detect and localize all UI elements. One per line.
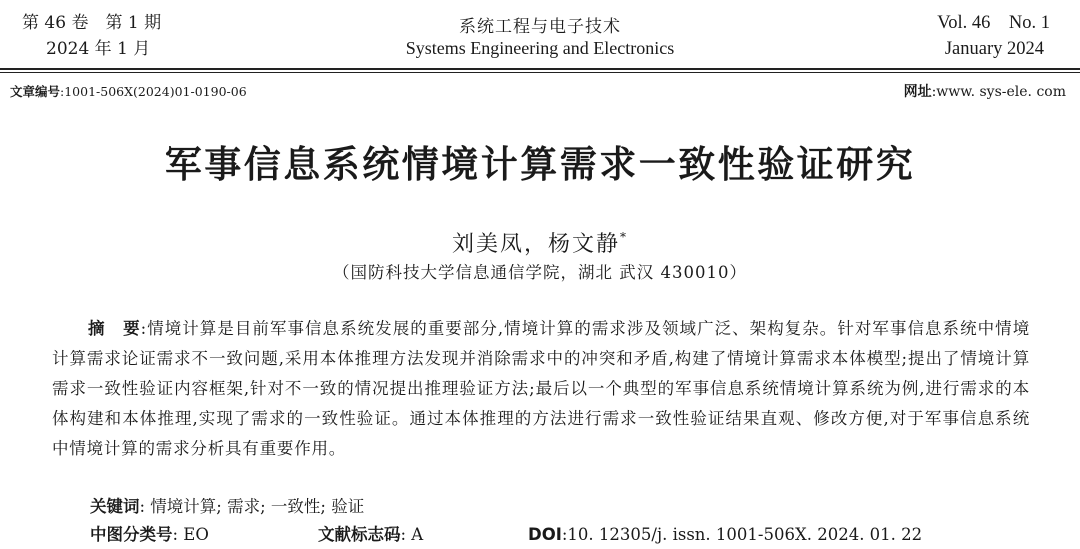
doi	[528, 523, 922, 547]
issue-date-en: January 2024	[944, 39, 1044, 59]
journal-title-en: Systems Engineering and Electronics	[405, 38, 675, 58]
document-code	[318, 523, 423, 547]
header-rule-thick	[0, 68, 1080, 70]
volume-issue-en: Vol. 46 No. 1	[937, 13, 1050, 33]
keywords-label: 关键词	[90, 497, 140, 516]
issue-date-cn: 2024 年 1 月	[46, 39, 151, 59]
doi-value[interactable]: :10. 12305/j. issn. 1001-506X. 2024. 01. 22	[561, 525, 923, 544]
website-url[interactable]: :www. sys-ele. com	[931, 84, 1066, 100]
abstract-label: 摘 要	[88, 319, 141, 338]
article-number-label: 文章编号	[10, 84, 61, 99]
document-code-value: : A	[400, 525, 424, 544]
keywords	[90, 495, 364, 519]
clc-number	[90, 523, 209, 547]
author-affiliation: （国防科技大学信息通信学院，湖北 武汉 430010）	[333, 263, 747, 282]
clc-value: : EO	[172, 525, 209, 544]
journal-title-cn: 系统工程与电子技术	[459, 17, 621, 37]
abstract-text: :情境计算是目前军事信息系统发展的重要部分,情境计算的需求涉及领域广泛、架构复杂。针对军事信息系统中情境计算需求论证需求不一致问题,采用本体推理方法发现并消除需求中的冲突和矛盾,构建了情境计算需求本体模型;提出了情境计算需求一致性验证内容框架,针对不一致的情况提出推理验证方法;最后以一个典型的军事信息系统情境计算系统为例,进行需求的本体构建和本体推理,实现了需求的一致性验证。通过本体推理的方法进行需求一致性验证结果直观、修改方便,对于军事信息系统中情境计算的需求分析具有重要作用。	[52, 319, 1030, 458]
paper-authors	[0, 222, 1080, 260]
abstract	[52, 314, 1030, 464]
website-label: 网址	[903, 84, 932, 100]
doi-label: DOI	[528, 525, 562, 544]
author-names: 刘美凤，杨文静	[451, 232, 620, 257]
paper-title: 军事信息系统情境计算需求一致性验证研究	[164, 143, 916, 186]
website	[904, 81, 1066, 101]
article-number-value: :1001-506X(2024)01-0190-06	[60, 84, 247, 99]
article-number	[10, 82, 247, 100]
volume-issue: 第 46 卷 第 1 期	[22, 13, 162, 33]
document-code-label: 文献标志码	[318, 525, 401, 544]
header-rule-thin	[0, 72, 1080, 73]
keywords-text: : 情境计算; 需求; 一致性; 验证	[139, 497, 365, 516]
corresponding-author-mark: *	[620, 230, 628, 244]
clc-label: 中图分类号	[90, 525, 173, 544]
